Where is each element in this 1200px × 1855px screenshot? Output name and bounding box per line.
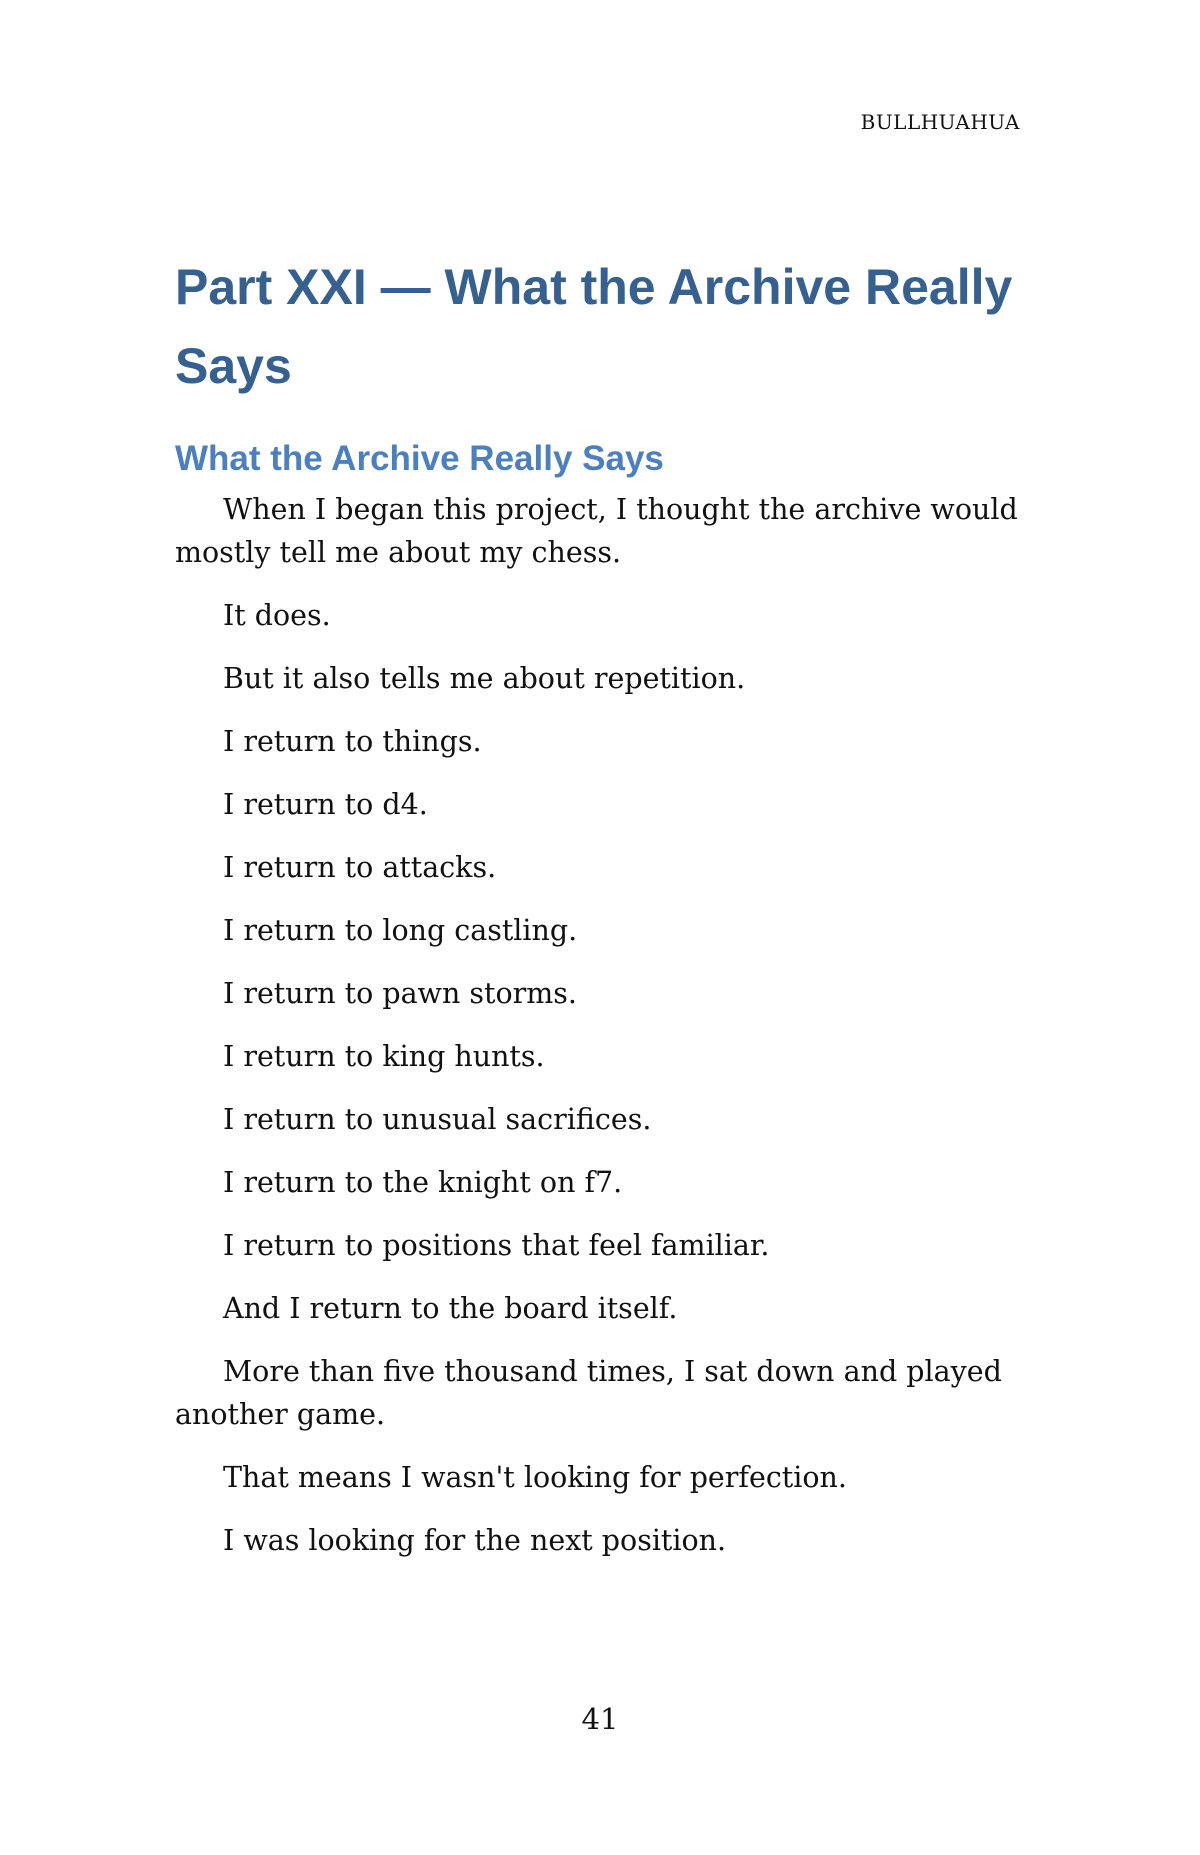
paragraph: When I began this project, I thought the archive would mostly tell me about my chess. [175, 493, 1018, 569]
running-header: BULLHUAHUA [860, 110, 1020, 134]
paragraph: That means I wasn't looking for perfection. [223, 1461, 847, 1494]
paragraph: It does. [223, 599, 331, 632]
body-text [175, 488, 1035, 1582]
section-heading: What the Archive Really Says [175, 439, 664, 478]
page-number: 41 [581, 1702, 619, 1736]
paragraph: I return to things. [223, 725, 482, 758]
paragraph: More than five thousand times, I sat down and played another game. [175, 1355, 1002, 1431]
paragraph: I was looking for the next position. [223, 1524, 727, 1557]
paragraph: But it also tells me about repetition. [223, 662, 746, 695]
paragraph: I return to d4. [223, 788, 428, 821]
paragraph: I return to pawn storms. [223, 977, 577, 1010]
paragraph: I return to long castling. [223, 914, 578, 947]
paragraph: I return to king hunts. [223, 1040, 545, 1073]
paragraph: I return to positions that feel familiar. [223, 1229, 770, 1262]
part-title: Part XXI — What the Archive Really Says [175, 259, 1013, 394]
paragraph: I return to attacks. [223, 851, 497, 884]
paragraph: I return to the knight on f7. [223, 1166, 623, 1199]
paragraph: And I return to the board itself. [223, 1292, 678, 1325]
paragraph: I return to unusual sacrifices. [223, 1103, 652, 1136]
